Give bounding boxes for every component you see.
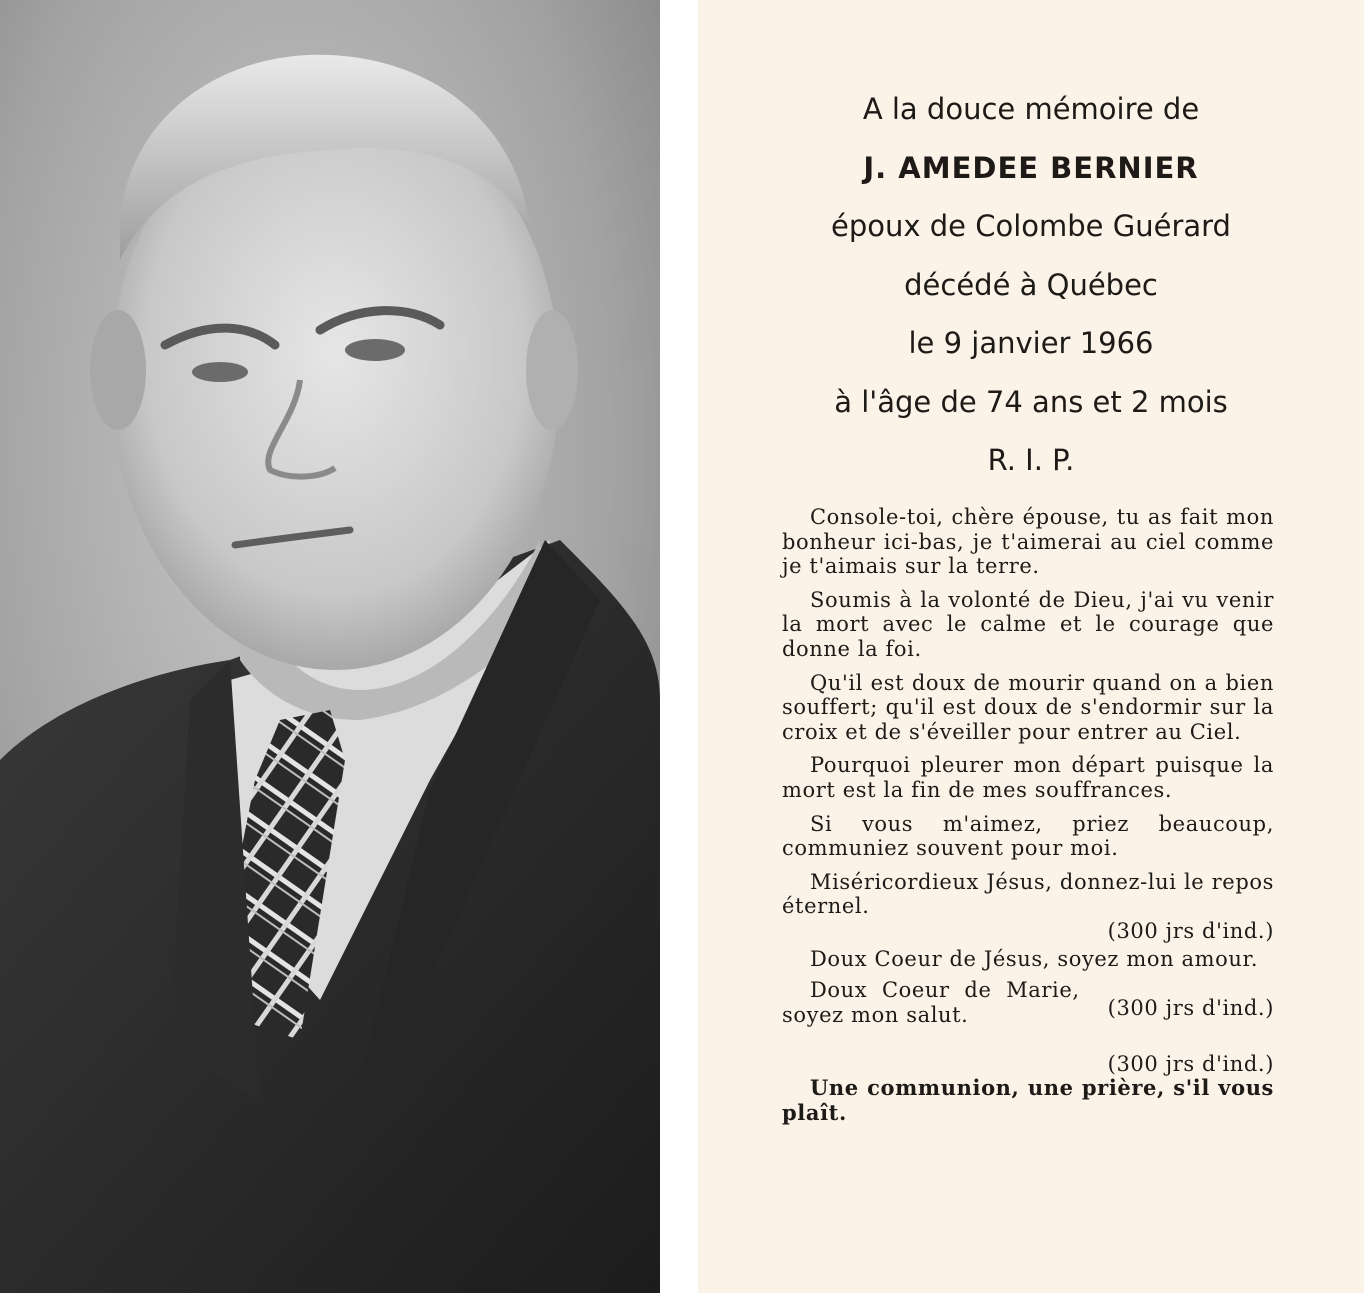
paragraph-soumis: Soumis à la volonté de Dieu, j'ai vu venir la mort avec le calme et le courage que donne la foi. (782, 587, 1274, 661)
deceased-name: J. AMEDEE BERNIER (863, 150, 1199, 185)
indulgence-3: (300 jrs d'ind.) (1107, 1051, 1274, 1076)
spouse-line: époux de Colombe Guérard (831, 209, 1231, 243)
indulgence-2: (300 jrs d'ind.) (1107, 995, 1274, 1020)
prayer-coeur-marie: Doux Coeur de Marie, soyez mon salut. (782, 978, 1080, 1027)
card-header (698, 80, 1364, 490)
paragraph-pourquoi: Pourquoi pleurer mon départ puisque la mort est la fin de mes souffrances. (782, 753, 1274, 802)
paragraph-doux-mourir: Qu'il est doux de mourir quand on a bien souffert; qu'il est doux de s'endormir sur la croix et de s'éveiller pour entrer au Ciel. (782, 670, 1274, 744)
memory-intro: A la douce mémoire de (862, 92, 1200, 126)
paragraph-console: Console-toi, chère épouse, tu as fait mon bonheur ici-bas, je t'aimerai au ciel comme je t'aimais sur la terre. (782, 505, 1274, 579)
death-place-line: décédé à Québec (904, 267, 1158, 302)
indulgence-1: (300 jrs d'ind.) (1107, 918, 1274, 943)
prayer-misericordieux: Miséricordieux Jésus, donnez-lui le repos éternel. (782, 869, 1274, 919)
paragraph-closing: Une communion, une prière, s'il vous plaît. (782, 1075, 1274, 1126)
age-line: à l'âge de 74 ans et 2 mois (834, 384, 1228, 419)
portrait-photo (0, 0, 660, 1293)
paragraph-misericordieux (782, 870, 1274, 944)
portrait-photo-icon (0, 0, 660, 1293)
prayer-coeur-jesus: Doux Coeur de Jésus, soyez mon amour. (810, 946, 1259, 971)
paragraph-si-vous: Si vous m'aimez, priez beaucoup, communiez souvent pour moi. (782, 811, 1274, 861)
rip-line: R. I. P. (987, 443, 1075, 477)
card-body (782, 505, 1274, 1135)
memorial-card (698, 0, 1364, 1293)
death-date-line: le 9 janvier 1966 (908, 326, 1154, 360)
